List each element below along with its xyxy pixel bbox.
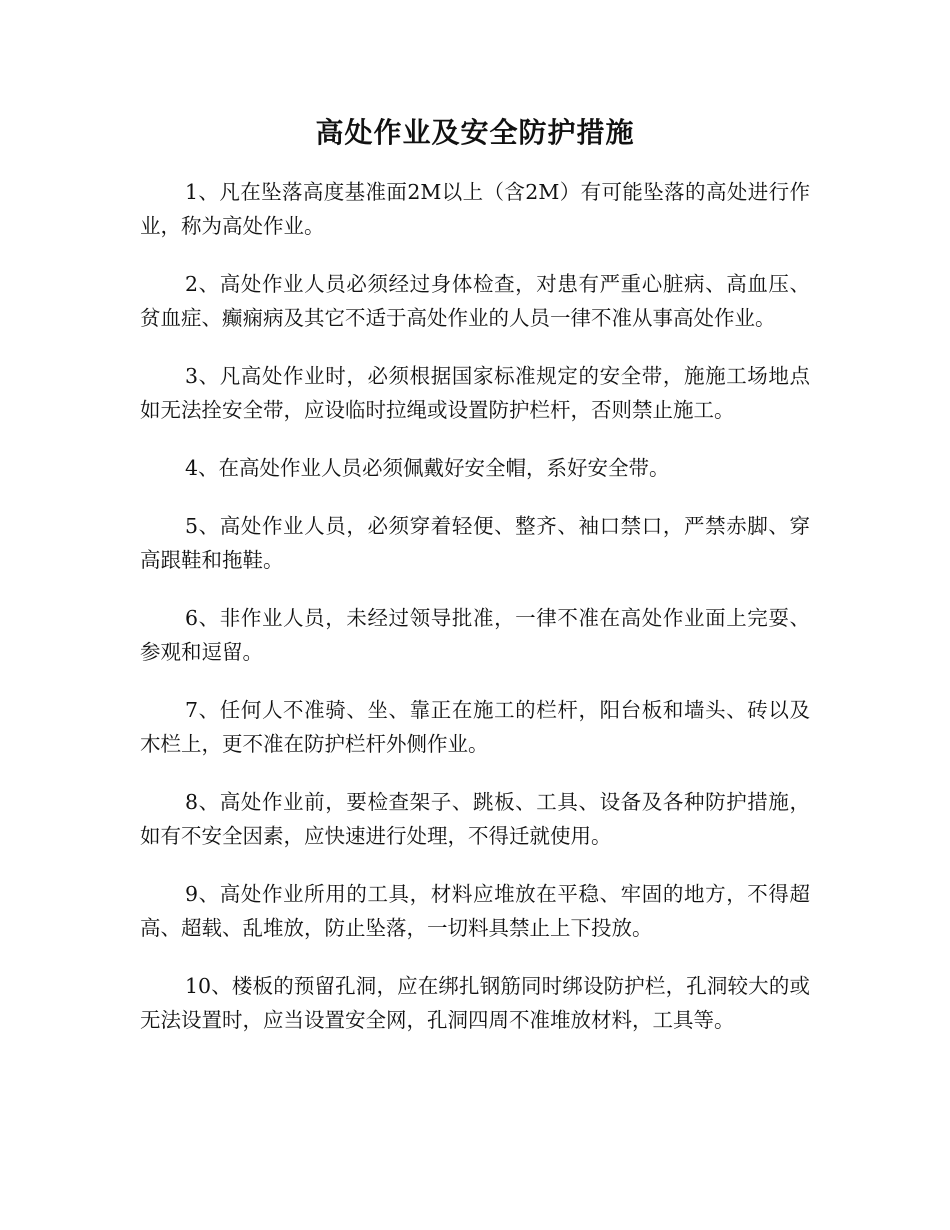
document-title: 高处作业及安全防护措施 [315, 116, 635, 149]
paragraph-2: 2、高处作业人员必须经过身体检查，对患有严重心脏病、高血压、贫血症、癫痫病及其它不适于高处作业的人员一律不准从事高处作业。 [140, 272, 810, 330]
paragraph-6: 6、非作业人员，未经过领导批准，一律不准在高处作业面上完耍、参观和逗留。 [140, 606, 810, 664]
paragraph-7: 7、任何人不准骑、坐、靠正在施工的栏杆，阳台板和墙头、砖以及木栏上，更不准在防护栏杆外侧作业。 [140, 698, 810, 756]
paragraph-8: 8、高处作业前，要检查架子、跳板、工具、设备及各种防护措施，如有不安全因素，应快速进行处理，不得迁就使用。 [140, 790, 810, 848]
paragraph-10: 10、楼板的预留孔洞，应在绑扎钢筋同时绑设防护栏，孔洞较大的或无法设置时，应当设置安全网，孔洞四周不准堆放材料，工具等。 [140, 974, 810, 1032]
document-page [140, 105, 810, 1061]
paragraph-9: 9、高处作业所用的工具，材料应堆放在平稳、牢固的地方，不得超高、超载、乱堆放，防止坠落，一切料具禁止上下投放。 [140, 882, 810, 940]
paragraph-3: 3、凡高处作业时，必须根据国家标准规定的安全带，施施工场地点如无法拴安全带，应设临时拉绳或设置防护栏杆，否则禁止施工。 [140, 364, 810, 422]
paragraph-4: 4、在高处作业人员必须佩戴好安全帽，系好安全带。 [185, 456, 670, 480]
paragraph-1: 1、凡在坠落高度基准面2M以上（含2M）有可能坠落的高处进行作业，称为高处作业。 [140, 180, 810, 238]
paragraph-5: 5、高处作业人员，必须穿着轻便、整齐、袖口禁口，严禁赤脚、穿高跟鞋和拖鞋。 [140, 514, 810, 572]
